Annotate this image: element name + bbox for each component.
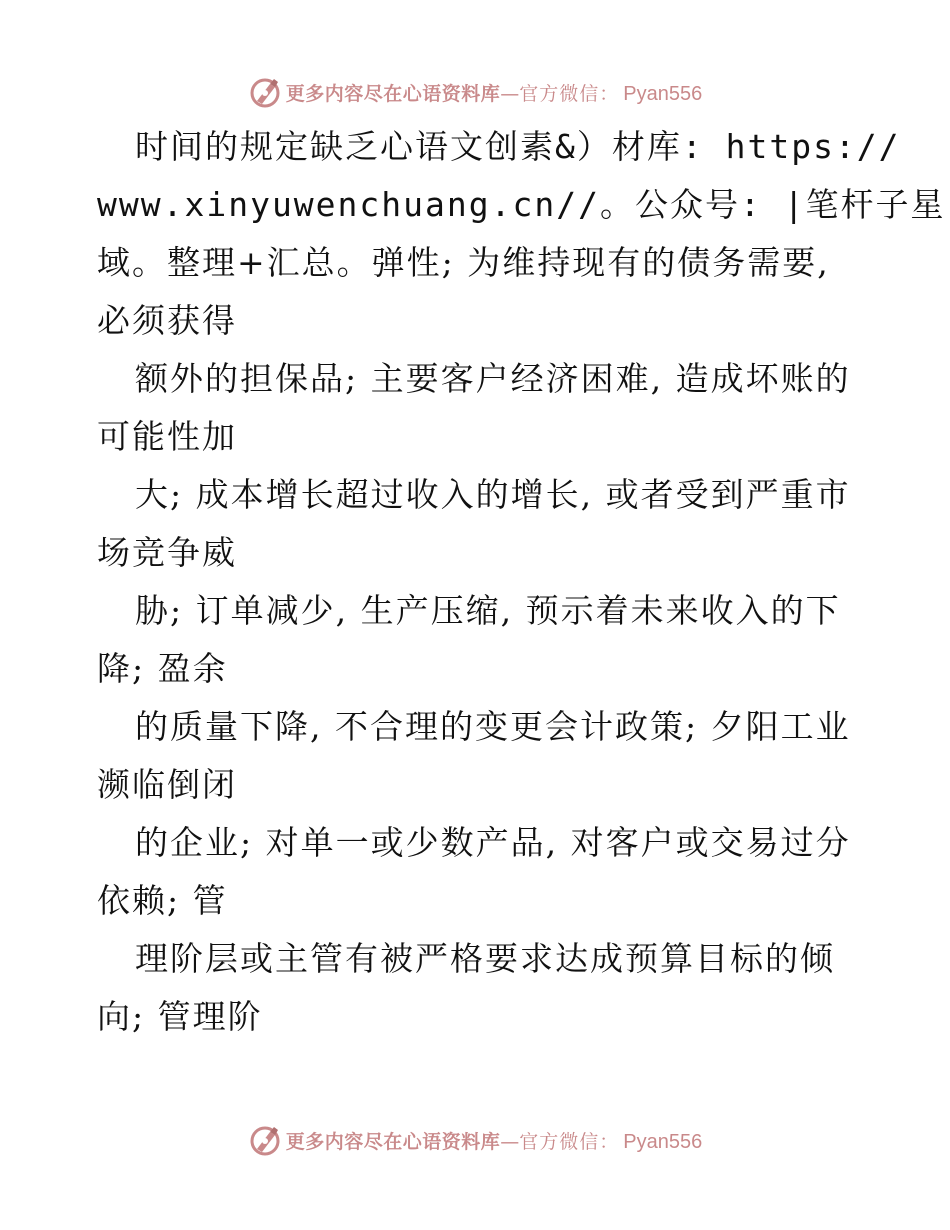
text-line: 向; 管理阶 — [97, 997, 263, 1036]
text-line: 场竞争威 — [97, 533, 237, 572]
banner-main-text: 更多内容尽在心语资料库 — [285, 82, 501, 105]
text-line: 的质量下降, 不合理的变更会计政策; 夕阳工业 — [135, 707, 851, 746]
text-line: 时间的规定缺乏心语文创素&）材库: https:// — [135, 127, 901, 166]
banner-wechat-id: Pyan556 — [623, 1130, 703, 1153]
banner-separator: — — [500, 82, 520, 105]
text-line: 濒临倒闭 — [97, 765, 237, 804]
banner-separator: — — [500, 1130, 520, 1153]
text-line: 域。整理+汇总。弹性; 为维持现有的债务需要, — [97, 243, 830, 282]
text-line: 理阶层或主管有被严格要求达成预算目标的倾 — [135, 939, 835, 978]
banner-wechat-label: 官方微信： — [519, 82, 620, 105]
text-line: 必须获得 — [97, 301, 237, 340]
banner-main-text: 更多内容尽在心语资料库 — [285, 1130, 501, 1153]
text-line: www.xinyuwenchuang.cn//。公众号: |笔杆子星 — [97, 185, 946, 224]
text-line: 额外的担保品; 主要客户经济困难, 造成坏账的 — [135, 359, 851, 398]
footer-banner — [0, 1120, 950, 1160]
text-line: 胁; 订单减少, 生产压缩, 预示着未来收入的下 — [135, 591, 841, 630]
pen-logo-icon — [248, 1123, 282, 1157]
header-banner — [0, 72, 950, 112]
text-line: 大; 成本增长超过收入的增长, 或者受到严重市 — [135, 475, 851, 514]
text-line: 可能性加 — [97, 417, 237, 456]
banner-wechat-id: Pyan556 — [623, 82, 703, 105]
text-line: 依赖; 管 — [97, 881, 228, 920]
pen-logo-icon — [248, 75, 282, 109]
text-line: 降; 盈余 — [97, 649, 228, 688]
banner-wechat-label: 官方微信： — [519, 1130, 620, 1153]
document-body — [97, 118, 946, 1046]
text-line: 的企业; 对单一或少数产品, 对客户或交易过分 — [135, 823, 851, 862]
